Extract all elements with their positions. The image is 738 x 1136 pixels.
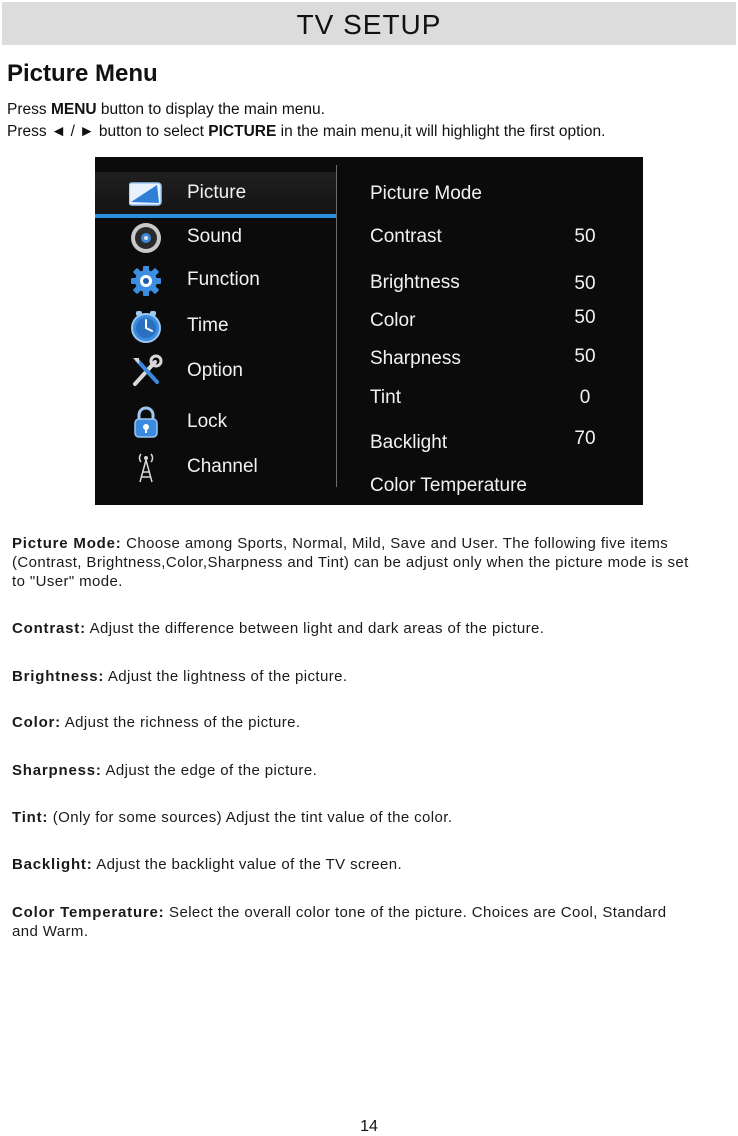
picture-icon	[129, 176, 163, 210]
menu-item-label: Channel	[187, 456, 258, 477]
menu-item-sound[interactable]	[95, 216, 336, 258]
intro-line-1-suffix: button to display the main menu.	[96, 101, 325, 118]
description-term: Sharpness:	[12, 762, 102, 779]
description-color-temperature	[12, 903, 692, 941]
description-term: Brightness:	[12, 668, 105, 685]
setting-color-temperature-label[interactable]: Color Temperature	[370, 475, 528, 496]
description-text: Adjust the richness of the picture.	[60, 714, 301, 731]
menu-item-label: Option	[187, 360, 243, 381]
menu-item-label: Function	[187, 269, 260, 290]
setting-tint-label[interactable]: Tint	[370, 387, 401, 408]
menu-item-lock[interactable]	[95, 401, 336, 443]
description-sharpness	[12, 761, 692, 780]
description-color	[12, 713, 692, 732]
setting-picture-mode-label[interactable]: Picture Mode	[370, 183, 482, 204]
intro-line-2-suffix: in the main menu,it will highlight the first option.	[276, 123, 606, 140]
description-contrast	[12, 619, 692, 638]
description-term: Color:	[12, 714, 61, 731]
description-term: Tint:	[12, 809, 49, 826]
intro-line-1	[7, 101, 325, 119]
description-picture-mode	[12, 534, 692, 591]
description-text: (Only for some sources) Adjust the tint value of the color.	[48, 809, 453, 826]
setting-brightness-value: 50	[574, 273, 596, 294]
menu-item-label: Picture	[187, 182, 247, 203]
description-text: Choose among Sports, Normal, Mild, Save and User. The following five items (Contrast, Brightness,Color,Sharpness and Tint) can be adjust only when the picture mode is set to "User" mode.	[12, 535, 689, 590]
description-text: Adjust the difference between light and dark areas of the picture.	[85, 620, 545, 637]
intro-line-2	[7, 123, 605, 141]
intro-line-2-keyword: PICTURE	[208, 123, 277, 140]
setting-color-label[interactable]: Color	[370, 310, 416, 331]
description-brightness	[12, 667, 692, 686]
menu-item-option[interactable]	[95, 350, 336, 392]
menu-item-label: Lock	[187, 411, 228, 432]
header-bar	[2, 2, 736, 45]
setting-backlight-label[interactable]: Backlight	[370, 432, 448, 453]
menu-item-function[interactable]	[95, 259, 336, 301]
page-header-title: TV SETUP	[296, 9, 442, 40]
lock-icon	[129, 405, 163, 439]
description-term: Backlight:	[12, 856, 93, 873]
speaker-icon	[129, 220, 163, 254]
intro-line-1-prefix: Press	[7, 101, 51, 118]
setting-contrast-value: 50	[574, 226, 596, 247]
gear-icon	[129, 263, 163, 297]
menu-divider	[336, 165, 337, 487]
setting-color-value: 50	[574, 307, 596, 328]
setting-tint-value: 0	[579, 387, 591, 408]
setting-brightness-label[interactable]: Brightness	[370, 272, 460, 293]
setting-backlight-value: 70	[574, 428, 596, 449]
menu-item-time[interactable]	[95, 305, 336, 347]
menu-item-channel[interactable]	[95, 446, 336, 488]
description-text: Adjust the edge of the picture.	[101, 762, 318, 779]
description-term: Picture Mode:	[12, 535, 122, 552]
tv-menu-screenshot	[95, 157, 643, 505]
menu-item-picture[interactable]	[95, 172, 336, 218]
antenna-icon	[129, 450, 163, 484]
description-backlight	[12, 855, 692, 874]
description-term: Color Temperature:	[12, 904, 165, 921]
clock-icon	[129, 309, 163, 343]
page-number: 14	[360, 1118, 378, 1135]
intro-line-1-keyword: MENU	[50, 101, 97, 118]
setting-sharpness-label[interactable]: Sharpness	[370, 348, 461, 369]
setting-sharpness-value: 50	[574, 346, 596, 367]
menu-item-label: Sound	[187, 226, 242, 247]
tools-icon	[129, 354, 163, 388]
description-text: Adjust the backlight value of the TV screen.	[92, 856, 403, 873]
section-title: Picture Menu	[7, 60, 158, 87]
intro-line-2-prefix: Press ◄ / ► button to select	[7, 123, 209, 140]
description-tint	[12, 808, 692, 827]
description-text: Select the overall color tone of the picture. Choices are Cool, Standard and Warm.	[12, 904, 667, 940]
description-text: Adjust the lightness of the picture.	[104, 668, 348, 685]
menu-item-label: Time	[187, 315, 229, 336]
setting-contrast-label[interactable]: Contrast	[370, 226, 442, 247]
description-term: Contrast:	[12, 620, 86, 637]
